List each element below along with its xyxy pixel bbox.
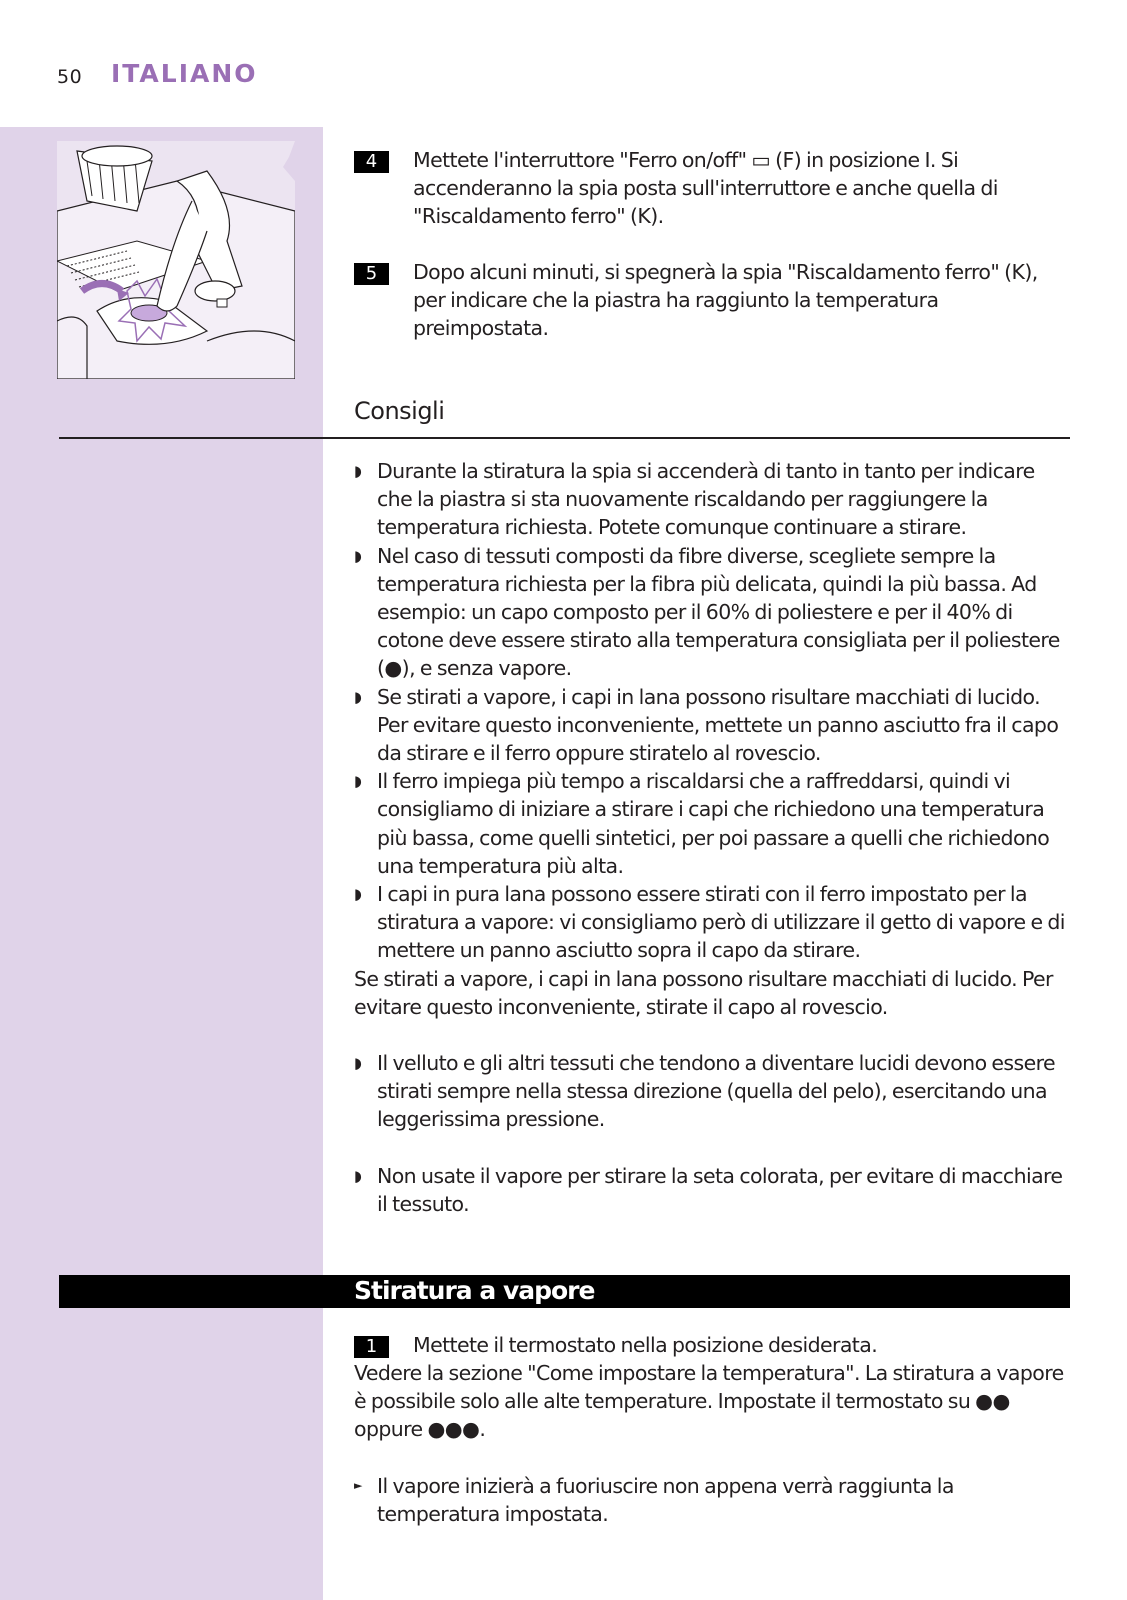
- step-number: 4: [354, 151, 389, 173]
- tip-text: Durante la stiratura la spia si accenderà di tanto in tanto per indicare che la piastra si sta nuovamente riscaldando per raggiungere la temperatura richiesta. Potete comunque continuare a stirare.: [377, 459, 1035, 540]
- list-item: [354, 1049, 1074, 1134]
- list-item: [354, 457, 1074, 542]
- tip-text: Il velluto e gli altri tessuti che tendono a diventare lucidi devono essere stirati sempre nella stessa direzione (quella del pelo), esercitando una leggerissima pressione.: [377, 1051, 1055, 1132]
- step-1: [354, 1331, 1074, 1359]
- result-item: [354, 1472, 1074, 1528]
- steam-section-title: Stiratura a vapore: [354, 1276, 595, 1305]
- list-item: [354, 683, 1074, 768]
- result-text: Il vapore inizierà a fuoriuscire non appena verrà raggiunta la temperatura impostata.: [377, 1474, 954, 1527]
- bullet-icon: ◗: [354, 772, 362, 791]
- bullet-icon: ◗: [354, 687, 362, 706]
- bullet-icon: ◗: [354, 462, 362, 480]
- bullet-icon: ◗: [354, 1166, 362, 1185]
- list-item: [354, 542, 1074, 683]
- iron-switch-illustration: [57, 141, 295, 379]
- step-text: Mettete il termostato nella posizione desiderata.: [413, 1333, 878, 1357]
- step-text: Mettete l'interruttore "Ferro on/off" ▭ (F) in posizione I. Si accenderanno la spia posta sull'interruttore e anche quella di "Riscaldamento ferro" (K).: [413, 148, 998, 229]
- step-number: 1: [354, 1336, 389, 1358]
- language-heading: ITALIANO: [111, 59, 258, 88]
- tip-note: Se stirati a vapore, i capi in lana possono risultare macchiati di lucido. Per evitare questo inconveniente, stirate il capo al rovescio.: [354, 966, 1053, 1019]
- tips-title: Consigli: [354, 397, 445, 425]
- list-item: [354, 767, 1074, 880]
- tip-text: Non usate il vapore per stirare la seta colorata, per evitare di macchiare il tessuto.: [377, 1163, 1063, 1216]
- bullet-icon: ◗: [354, 885, 362, 904]
- tip-text: Se stirati a vapore, i capi in lana possono risultare macchiati di lucido. Per evitare questo inconveniente, mettete un panno asciutto fra il capo da stirare e il ferro oppure stiratelo al rovescio.: [377, 684, 1059, 766]
- step-number: 5: [354, 263, 389, 285]
- tip-text: Il ferro impiega più tempo a riscaldarsi che a raffreddarsi, quindi vi consigliamo di iniziare a stirare i capi che richiedono una temperatura più bassa, come quelli sintetici, per poi passare a quelli che richiedono una temperatura più alta.: [377, 769, 1050, 878]
- bullet-icon: ◗: [354, 1054, 362, 1073]
- steam-paragraph: Vedere la sezione "Come impostare la temperatura". La stiratura a vapore è possibile solo alle alte temperature. Impostate il termostato su ●● oppure ●●●.: [354, 1361, 1064, 1442]
- page-number: 50: [57, 66, 83, 88]
- tip-text: I capi in pura lana possono essere stirati con il ferro impostato per la stiratura a vapore: vi consigliamo però di utilizzare il getto di vapore e di mettere un panno asciutto sopra il capo da stirare.: [377, 882, 1065, 963]
- steam-block: [354, 1331, 1074, 1444]
- step-text: Dopo alcuni minuti, si spegnerà la spia "Riscaldamento ferro" (K), per indicare che la piastra ha raggiunto la temperatura preimpostata.: [413, 260, 1038, 341]
- bullet-icon: ◗: [354, 546, 362, 565]
- list-item: [354, 880, 1074, 965]
- tips-list: [354, 457, 1074, 1218]
- tip-text: Nel caso di tessuti composti da fibre diverse, scegliete sempre la temperatura richiesta per la fibra più delicata, quindi la più bassa. Ad esempio: un capo composto per il 60% di poliestere e per il 40% di cotone deve essere stirato alla temperatura consigliata per il poliestere (●), e senza vapore.: [377, 543, 1060, 681]
- section-divider: [59, 437, 1070, 439]
- list-item: [354, 1162, 1074, 1218]
- arrow-icon: ►: [354, 1479, 362, 1492]
